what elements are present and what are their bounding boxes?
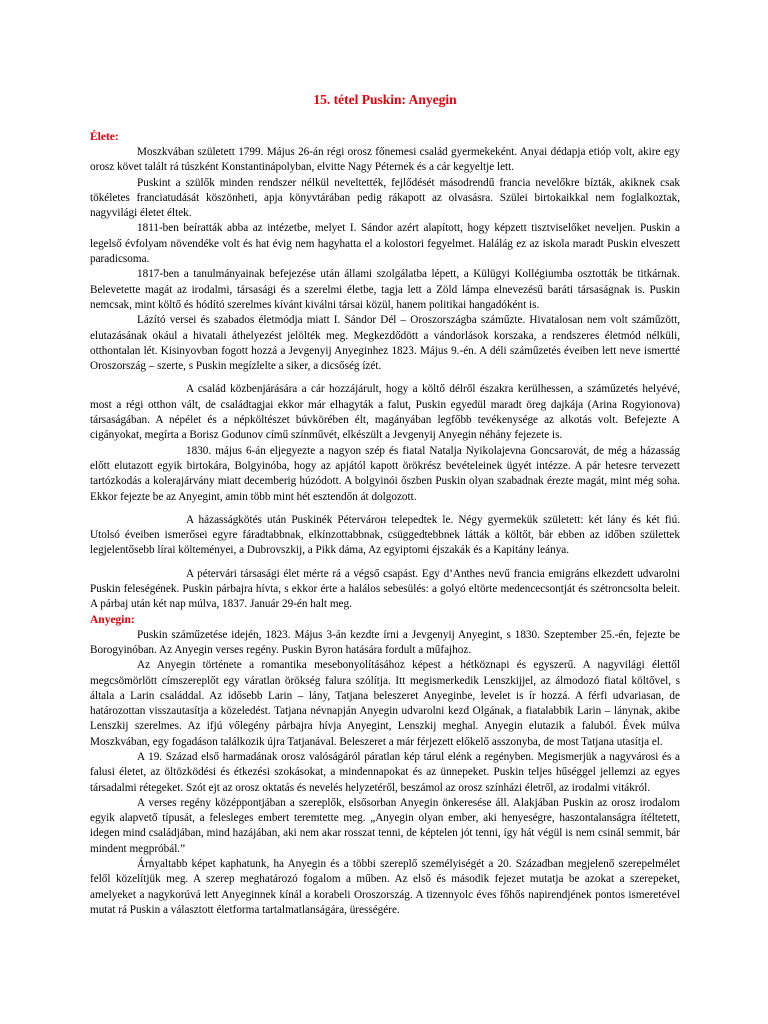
- paragraph: A verses regény középpontjában a szereplők, elsősorban Anyegin önkeresése áll. Alakjában Puskin az orosz irodalom egyik alapvető típusát, a felesleges embert teremtette meg. „Anyegin olyan ember, aki henyeségre, haszontalanságra ítéltetett, idegen mind családjában, mind hazájában, aki nem akar rosszat tenni, de képtelen jót tenni, így hát végül is nem csinál semmit, bár mindent megpróbál.”: [90, 796, 680, 855]
- paragraph: Lázító versei és szabados életmódja miatt I. Sándor Dél – Oroszországba száműzte. Hivatalosan nem volt száműzött, elutazásának okául a hivatali áthelyezést jelölték meg. Megkezdődött a vándorlások korszaka, a rendszeres életmód nélküli, otthontalan lét. Kisinyovban fogott hozzá a Jevgenyij Anyeginhez 1823. Május 9.-én. A déli száműzetés éveiben lett neve ismertté Oroszország – szerte, s Puskin megízlelte a siker, a dicsőség ízét.: [90, 314, 680, 373]
- paragraph: Az Anyegin története a romantika mesebonyolításához képest a hétköznapi és egyszerű. A nagyvilági élettől megcsömörlött címszereplőt egy váratlan örökség falura szólítja. Itt megismerkedik Lenszkijjel, az álmodozó fiatal költővel, s általa a Larin családdal. Az idősebb Larin – lány, Tatjana beleszeret Anyeginbe, levelet is ír hozzá. A férfi udvariasan, de határozottan visszautasítja a közeledést. Tatjana névnapján Anyegin udvarolni kezd Olgának, a fiatalabbik Larin – lánynak, akibe Lenszkij szerelmes. Az ifjú vőlegény párbajra hívja Anyegint, Lenszkij meghal. Anyegin elutazik a faluból. Évek múlva Moszkvában, egy fogadáson találkozik újra Tatjanával. Beleszeret a már férjezett előkelő asszonyba, de most Tatjana utasítja el.: [90, 659, 680, 748]
- paragraph: Árnyaltabb képet kaphatunk, ha Anyegin és a többi szereplő személyiségét a 20. Században megjelenő szerepelmélet felől közelítjük meg. A szerep meghatározó fogalom a műben. Az első és második fejezet mutatja be azokat a szerepeket, amelyeket a nagykorúvá lett Anyeginnek kínál a korabeli Oroszország. A tizennyolc éves főhős napirendjének pontos ismeretével mutat rá Puskin a választott életforma tartalmatlanságára, ürességére.: [90, 858, 680, 916]
- document-title: 15. tétel Puskin: Anyegin: [313, 92, 457, 107]
- paragraph: A házasságkötés után Puskinék Pétervárон telepedtek le. Négy gyermekük született: két lány és két fiú. Utolsó éveiben ismerősei egyre fáradtabbnak, elkínzottabbnak, csüggedtebbnek látták a költőt, bár ebben az időben születtek legjelentősebb lírai költeményei, a Dubrovszkij, a Pikk dáma, Az egyiptomi éjszakák és a Kapitány leánya.: [90, 513, 680, 557]
- paragraph: A pétervári társasági élet mérte rá a végső csapást. Egy d’Anthes nevű francia emigráns elkezdett udvarolni Puskin feleségének. Puskin párbajra hívta, s ekkor érte a halálos sebesülés: a golyó eltörte medencecsontját és szétroncsolta beleit. A párbaj után két nap múlva, 1837. Január 29-én halt meg.: [90, 567, 680, 611]
- paragraph: Puskin száműzetése idején, 1823. Május 3-án kezdte írni a Jevgenyij Anyegint, s 1830. Szeptember 25.-én, fejezte be Borogyinóban. Az Anyegin verses regény. Puskin Byron hatására fordult a műfajhoz.: [90, 628, 680, 656]
- section-heading-anyegin: Anyegin:: [90, 613, 135, 626]
- section-heading-life: Élete:: [90, 131, 119, 143]
- section-life: [90, 130, 680, 613]
- paragraph: A 19. Század első harmadának orosz valóságáról páratlan kép tárul elénk a regényben. Megismerjük a nagyvárosi és a falusi életet, az öltözködési és étkezési szokásokat, a mindennapokat és az ünnepeket. Puskin teljes hűséggel jellemzi az egyes társadalmi rétegeket. Szót ejt az orosz oktatás és nevelés helyzetéről, beszámol az orosz színházi életről, az irodalmi vitákról.: [90, 750, 680, 794]
- paragraph: Puskint a szülők minden rendszer nélkül neveltették, fejlődését másodrendű francia nevelőkre bízták, akiknek csak tökéletes franciatudását köszönheti, apja könyvtárában pedig rákapott az olvasásra. Szülei birtokaikkal nem foglalkoztak, nagyvilági életet éltek.: [90, 176, 680, 220]
- section-anyegin: [90, 613, 680, 919]
- paragraph: A család közbenjárására a cár hozzájárult, hogy a költő délről északra kerülhessen, a száműzetés helyévé, most a régi otthon vált, de családtagjai ekkor már elhagyták a falut, Puskin egyedül maradt öreg dajkája (Arina Rogyionova) társaságában. A népélet és a népköltészet búvkörében élt, magányában legfőbb tevékenysége az alkotás volt. Befejezte A cigányokat, megírta a Borisz Godunov című színművét, elkészült a Jevgenyij Anyegin néhány fejezete is.: [90, 383, 680, 442]
- paragraph: Moszkvában született 1799. Május 26-án régi orosz főnemesi család gyermekeként. Anyai dédapja etióp volt, akire egy orosz követ talált rá túszként Konstantinápolyban, elvitte Nagy Péternek és a cár kegyeltje lett.: [90, 146, 680, 174]
- paragraph: 1830. május 6-án eljegyezte a nagyon szép és fiatal Natalja Nyikolajevna Goncsarovát, de még a házasság előtt elutazott egyik birtokára, Bolgyinóba, hogy az apjától kapott örökrész bevételeinek ügyét intézze. A pár hetesre tervezett tartózkodás a kolerajárvány miatt decemberig húzódott. A bolgyinói őszben Puskin olyan szabadnak érezte magát, mint még soha. Ekkor fejezte be az Anyegint, amin több mint hét esztendőn át dolgozott.: [90, 444, 680, 503]
- paragraph: 1811-ben beíratták abba az intézetbe, melyet I. Sándor azért alapított, hogy képzett tisztviselőket neveljen. Puskin a legelső évfolyam növendéke volt és hat évig nem hagyhatta el a kolostori fegyelmet. Halálág ez az iskola maradt Puskin elveszett paradicsoma.: [90, 222, 680, 266]
- paragraph: 1817-ben a tanulmányainak befejezése után állami szolgálatba lépett, a Külügyi Kollégiumba osztották be titkárnak. Belevetette magát az irodalmi, társasági és a szerelmi életbe, tagja lett a Zöld lámpa elnevezésű baráti társaságnak is. Puskin nemcsak, mint költő és hódító szerelmes kívánt kiválni társai közül, hanem politikai hangadóként is.: [90, 268, 680, 311]
